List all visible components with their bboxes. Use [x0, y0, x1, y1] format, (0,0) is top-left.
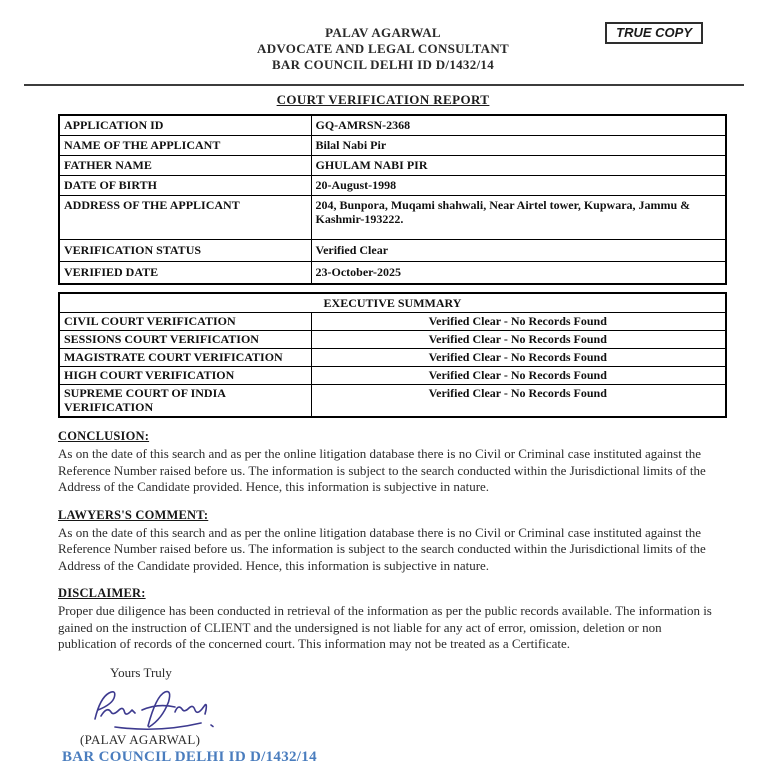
advocate-designation: ADVOCATE AND LEGAL CONSULTANT [257, 41, 509, 56]
conclusion-section [58, 427, 712, 496]
row-label: VERIFICATION STATUS [59, 240, 311, 262]
table-row [59, 136, 726, 156]
row-value: Verified Clear - No Records Found [311, 367, 726, 385]
row-label: NAME OF THE APPLICANT [59, 136, 311, 156]
header-divider [24, 84, 744, 86]
row-label: FATHER NAME [59, 156, 311, 176]
advocate-name: PALAV AGARWAL [325, 25, 441, 40]
row-value: 23-October-2025 [311, 262, 726, 285]
conclusion-text: As on the date of this search and as per the online litigation database there is no Civil or Criminal case instituted against the Reference Number raised before us. The information is subject to the search conducted within the Jurisdictional limits of the Address of the Candidate provided. Hence, this information is subjective in nature. [58, 446, 706, 494]
lawyers-comment-heading: LAWYERS'S COMMENT: [58, 507, 209, 522]
signer-name: (PALAV AGARWAL) [80, 731, 201, 747]
executive-summary-table [58, 292, 727, 418]
table-row [59, 385, 726, 418]
bar-council-id-header: BAR COUNCIL DELHI ID D/1432/14 [271, 57, 495, 72]
bar-council-id-footer: BAR COUNCIL DELHI ID D/1432/14 [62, 748, 317, 765]
table-row [59, 331, 726, 349]
row-value: Verified Clear - No Records Found [311, 313, 726, 331]
row-label: SESSIONS COURT VERIFICATION [59, 331, 311, 349]
true-copy-stamp: TRUE COPY [605, 22, 703, 44]
table-header-row [59, 293, 726, 313]
row-label: CIVIL COURT VERIFICATION [59, 313, 311, 331]
table-row [59, 367, 726, 385]
report-body [58, 114, 727, 418]
row-value: Verified Clear - No Records Found [311, 349, 726, 367]
row-value: Bilal Nabi Pir [311, 136, 726, 156]
disclaimer-text: Proper due diligence has been conducted in retrieval of the information as per the public records available. The information is gained on the instruction of CLIENT and the undersigned is not liable for any act of error, omission, deletion or non publication of records of the concerned court. This information may not be treated as a Certificate. [58, 603, 712, 651]
page-title: COURT VERIFICATION REPORT [276, 92, 490, 107]
summary-table-title: EXECUTIVE SUMMARY [59, 293, 726, 313]
lawyers-comment-text: As on the date of this search and as per the online litigation database there is no Civil or Criminal case instituted against the Reference Number raised before us. The information is subject to the search conducted within the Jurisdictional limits of the Address of the Candidate provided. Hence, this information is subjective in nature. [58, 524, 706, 573]
disclaimer-heading: DISCLAIMER: [58, 586, 146, 600]
handwritten-signature-icon [88, 685, 220, 731]
disclaimer-section [58, 584, 712, 653]
table-row [59, 262, 726, 285]
row-label: APPLICATION ID [59, 115, 311, 136]
closing-salutation: Yours Truly [110, 664, 172, 680]
table-row [59, 176, 726, 196]
conclusion-heading: CONCLUSION: [58, 429, 150, 443]
row-value: 204, Bunpora, Muqami shahwali, Near Airtel tower, Kupwara, Jammu & Kashmir-193222. [311, 196, 726, 240]
signature-block [88, 685, 766, 731]
table-row [59, 349, 726, 367]
row-label: HIGH COURT VERIFICATION [59, 367, 311, 385]
row-value: Verified Clear [311, 240, 726, 262]
row-label: DATE OF BIRTH [59, 176, 311, 196]
table-row [59, 156, 726, 176]
row-label: ADDRESS OF THE APPLICANT [59, 196, 311, 240]
lawyers-comment-section [58, 506, 712, 575]
row-value: 20-August-1998 [311, 176, 726, 196]
row-value: GHULAM NABI PIR [311, 156, 726, 176]
row-label: MAGISTRATE COURT VERIFICATION [59, 349, 311, 367]
row-label: VERIFIED DATE [59, 262, 311, 285]
row-value: Verified Clear - No Records Found [311, 331, 726, 349]
table-row [59, 115, 726, 136]
row-label: SUPREME COURT OF INDIA VERIFICATION [59, 385, 311, 418]
report-sections [58, 427, 712, 653]
table-row [59, 240, 726, 262]
row-value: GQ-AMRSN-2368 [311, 115, 726, 136]
table-row [59, 313, 726, 331]
applicant-details-table [58, 114, 727, 285]
row-value: Verified Clear - No Records Found [311, 385, 726, 418]
table-row [59, 196, 726, 240]
